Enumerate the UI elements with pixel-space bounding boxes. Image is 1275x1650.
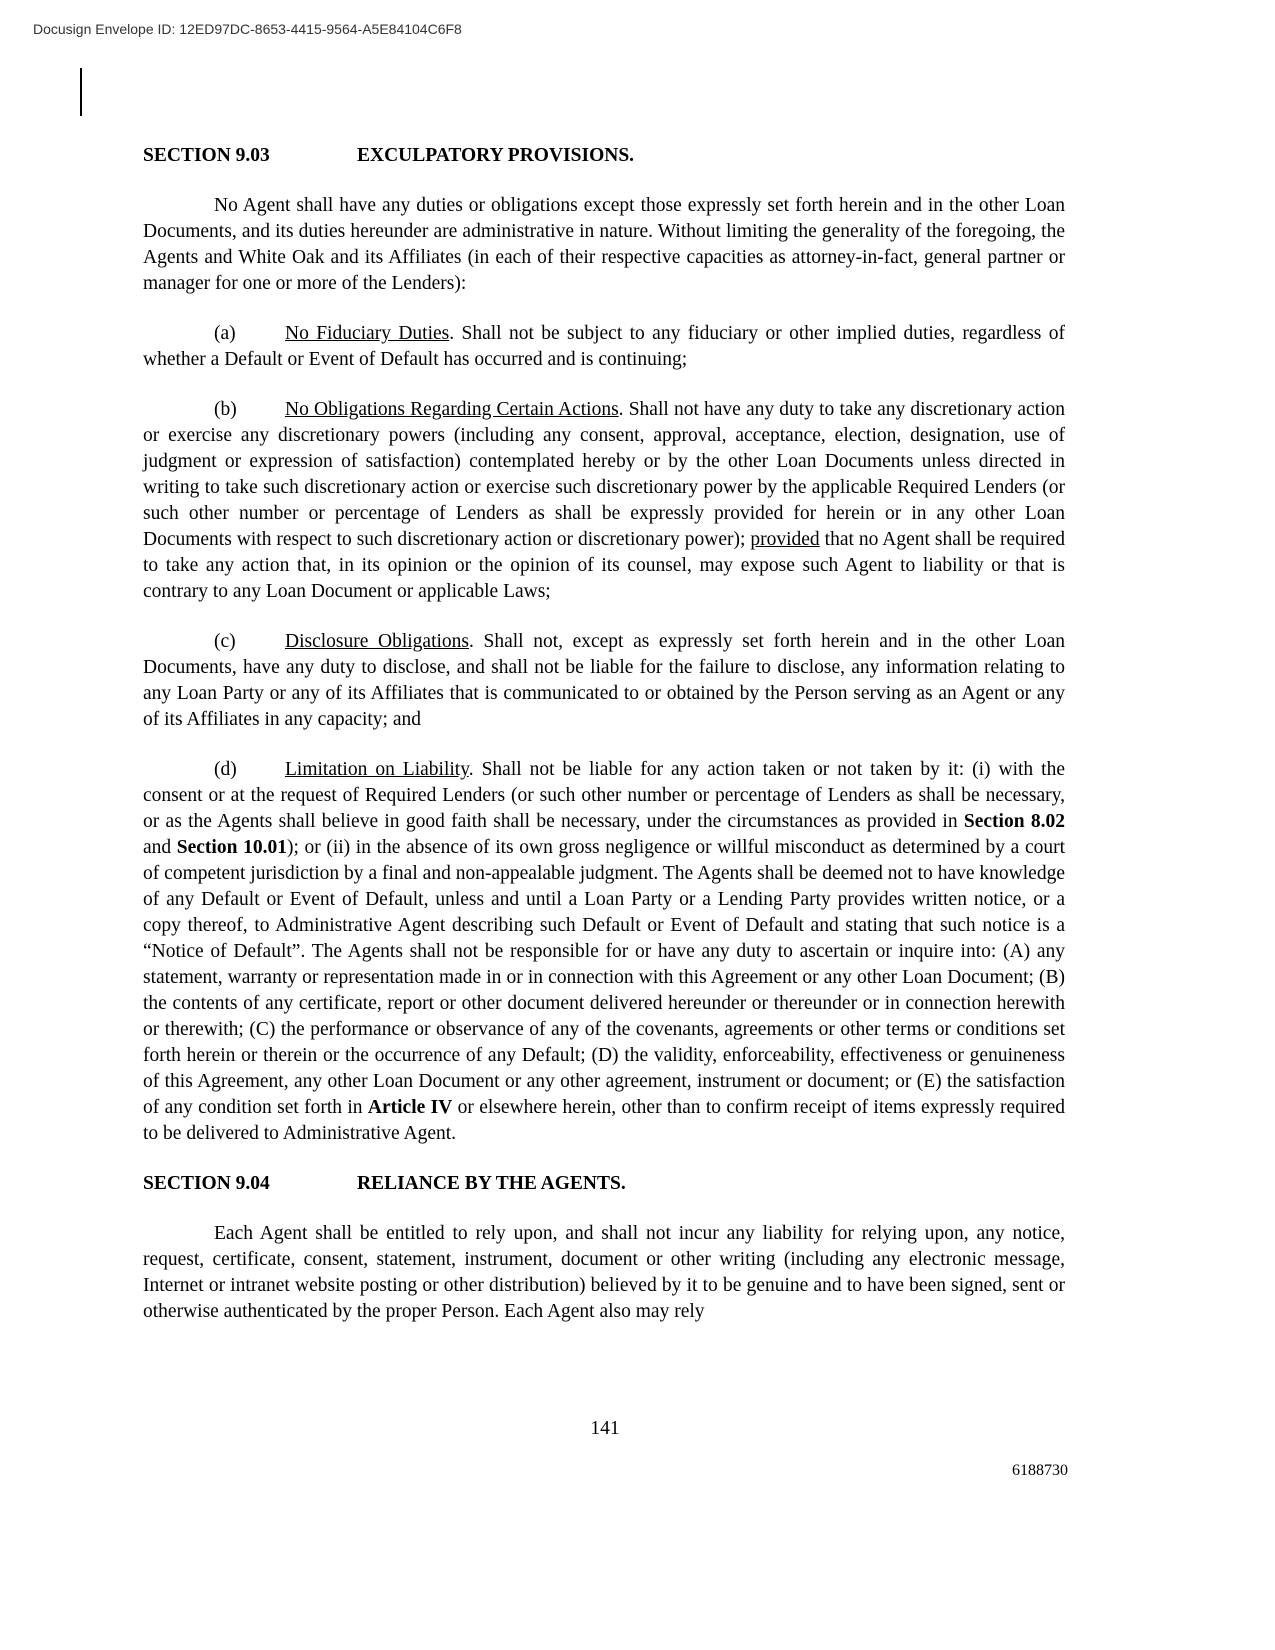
section-title: EXCULPATORY PROVISIONS. — [357, 145, 635, 166]
section-number: SECTION 9.04 — [143, 1173, 270, 1194]
clause-label: (a) — [214, 323, 236, 344]
clause-text: . Shall not be liable for any action taken or not taken by it: (i) with the consent or at the request of Required Lenders (or such other number or percentage of Lenders as shall be necessary, or as the Agents shall believe in good faith shall be necessary, under the circumstances as provided in — [143, 759, 1065, 832]
clause-d — [143, 757, 1065, 1147]
revision-bar — [80, 68, 82, 116]
section-reference: Section 8.02 — [963, 811, 1065, 832]
clause-text: . Shall not have any duty to take any discretionary action or exercise any discretionary powers (including any consent, approval, acceptance, election, designation, use of judgment or expression of satisfaction) contemplated hereby or by the other Loan Documents unless directed in writing to take such discretionary action or exercise such discretionary power by the applicable Required Lenders (or such other number or percentage of Lenders as shall be expressly provided for herein or in any other Loan Documents with respect to such discretionary action or discretionary power); — [143, 399, 1065, 550]
section-reference: Section 10.01 — [176, 837, 287, 858]
document-body — [143, 143, 1065, 1349]
clause-heading: No Obligations Regarding Certain Actions — [285, 399, 619, 420]
clause-a — [143, 321, 1065, 373]
envelope-id: Docusign Envelope ID: 12ED97DC-8653-4415-9564-A5E84104C6F8 — [33, 21, 462, 37]
provided-term: provided — [750, 529, 820, 550]
section-9-03-heading — [143, 143, 1065, 169]
clause-heading: Limitation on Liability — [285, 759, 469, 780]
section-9-03-intro: No Agent shall have any duties or obligations except those expressly set forth herein and in the other Loan Documents, and its duties hereunder are administrative in nature. Without limiting the generality of the foregoing, the Agents and White Oak and its Affiliates (in each of their respective capacities as attorney-in-fact, general partner or manager for one or more of the Lenders): — [143, 195, 1065, 294]
clause-c — [143, 629, 1065, 733]
document-number: 6188730 — [1012, 1462, 1068, 1479]
clause-b — [143, 397, 1065, 605]
page-number: 141 — [590, 1418, 620, 1439]
clause-label: (c) — [214, 631, 236, 652]
clause-label: (b) — [214, 399, 237, 420]
clause-text: or elsewhere herein, other than to confirm receipt of items expressly required to be delivered to Administrative Agent. — [143, 1097, 1065, 1144]
clause-text: . Shall not be subject to any fiduciary or other implied duties, regardless of whether a Default or Event of Default has occurred and is continuing; — [143, 323, 1065, 370]
clause-text: and — [143, 837, 177, 858]
clause-text: ); or (ii) in the absence of its own gross negligence or willful misconduct as determined by a court of competent jurisdiction by a final and non-appealable judgment. The Agents shall be deemed not to have knowledge of any Default or Event of Default, unless and until a Loan Party or a Lending Party provides written notice, or a copy thereof, to Administrative Agent describing such Default or Event of Default and stating that such notice is a “Notice of Default”. The Agents shall not be responsible for or have any duty to ascertain or inquire into: (A) any statement, warranty or representation made in or in connection with this Agreement or any other Loan Document; (B) the contents of any certificate, report or other document delivered hereunder or thereunder or in connection herewith or therewith; (C) the performance or observance of any of the covenants, agreements or other terms or conditions set forth herein or therein or the occurrence of any Default; (D) the validity, enforceability, effectiveness or genuineness of this Agreement, any other Loan Document or any other agreement, instrument or document; or (E) the satisfaction of any condition set forth in — [143, 837, 1066, 1118]
section-9-04-intro: Each Agent shall be entitled to rely upon, and shall not incur any liability for relying upon, any notice, request, certificate, consent, statement, instrument, document or other writing (including any electronic message, Internet or intranet website posting or other distribution) believed by it to be genuine and to have been signed, sent or otherwise authenticated by the proper Person. Each Agent also may rely — [143, 1223, 1065, 1322]
clause-heading: Disclosure Obligations — [285, 631, 470, 652]
section-title: RELIANCE BY THE AGENTS. — [357, 1173, 626, 1194]
article-reference: Article IV — [367, 1097, 453, 1118]
section-number: SECTION 9.03 — [143, 145, 270, 166]
clause-text: . Shall not, except as expressly set forth herein and in the other Loan Documents, have any duty to disclose, and shall not be liable for the failure to disclose, any information relating to any Loan Party or any of its Affiliates that is communicated to or obtained by the Person serving as an Agent or any of its Affiliates in any capacity; and — [143, 631, 1065, 730]
section-9-04-heading — [143, 1171, 1065, 1197]
clause-text: that no Agent shall be required to take any action that, in its opinion or the opinion of its counsel, may expose such Agent to liability or that is contrary to any Loan Document or applicable Laws; — [143, 529, 1065, 602]
clause-label: (d) — [214, 759, 237, 780]
clause-heading: No Fiduciary Duties — [285, 323, 450, 344]
